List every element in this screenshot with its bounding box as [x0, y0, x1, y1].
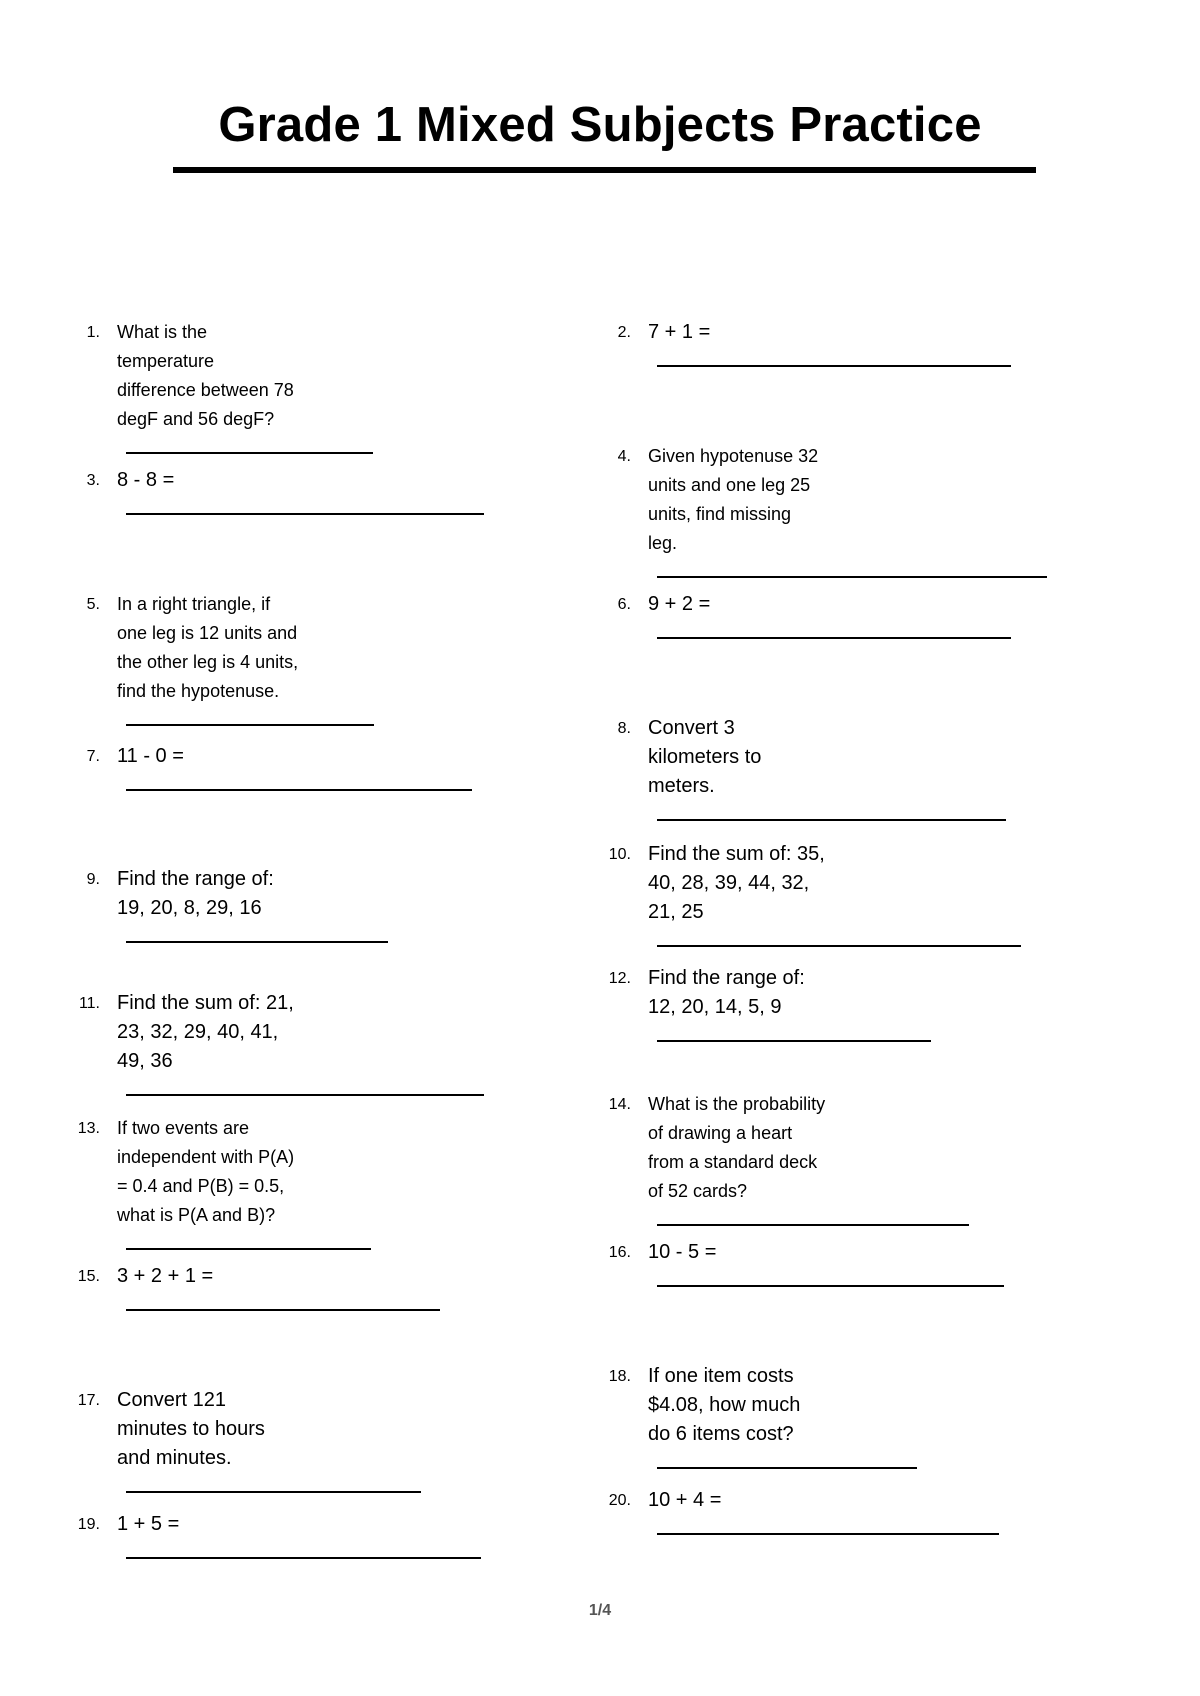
question-number: 1. — [86, 324, 100, 341]
answer-line[interactable] — [657, 1039, 931, 1042]
answer-line[interactable] — [126, 1308, 440, 1311]
answer-line[interactable] — [126, 512, 484, 515]
answer-line[interactable] — [657, 1284, 1004, 1287]
question-text: Find the sum of: 21, 23, 32, 29, 40, 41, 49, 36 — [117, 992, 294, 1072]
question-number: 18. — [608, 1368, 631, 1385]
title-underline — [173, 167, 1036, 173]
question-number: 6. — [617, 596, 631, 613]
question-number: 5. — [86, 596, 100, 613]
answer-line[interactable] — [126, 723, 374, 726]
answer-line[interactable] — [126, 940, 388, 943]
page-number: 1/4 — [588, 1602, 612, 1619]
answer-line[interactable] — [657, 818, 1006, 821]
question-text: Find the range of: 12, 20, 14, 5, 9 — [648, 967, 805, 1018]
question-number: 8. — [617, 720, 631, 737]
question-text: Convert 121 minutes to hours and minutes. — [117, 1389, 265, 1469]
question-number: 19. — [77, 1516, 100, 1533]
question-number: 12. — [608, 970, 631, 987]
question-text: 8 - 8 = — [117, 469, 175, 491]
question-text: 1 + 5 = — [117, 1513, 180, 1535]
question-text: Convert 3 kilometers to meters. — [648, 717, 762, 797]
question-number: 9. — [86, 871, 100, 888]
question-text: 9 + 2 = — [648, 593, 711, 615]
answer-line[interactable] — [126, 1093, 484, 1096]
question-text: 10 - 5 = — [648, 1241, 717, 1263]
question-text: If one item costs $4.08, how much do 6 items cost? — [648, 1365, 801, 1445]
answer-line[interactable] — [126, 1247, 371, 1250]
question-number: 10. — [608, 846, 631, 863]
answer-line[interactable] — [126, 788, 472, 791]
question-text: 10 + 4 = — [648, 1489, 722, 1511]
question-number: 3. — [86, 472, 100, 489]
question-number: 20. — [608, 1492, 631, 1509]
question-number: 17. — [77, 1392, 100, 1409]
answer-line[interactable] — [657, 1466, 917, 1469]
question-text: What is the temperature difference between 78 degF and 56 degF? — [117, 322, 294, 429]
answer-line[interactable] — [126, 451, 373, 454]
question-text: Find the sum of: 35, 40, 28, 39, 44, 32, 21, 25 — [648, 843, 825, 923]
question-number: 7. — [86, 748, 100, 765]
answer-line[interactable] — [657, 1532, 999, 1535]
question-text: 11 - 0 = — [117, 745, 184, 767]
question-number: 11. — [78, 995, 100, 1012]
question-number: 2. — [617, 324, 631, 341]
question-number: 15. — [77, 1268, 100, 1285]
answer-line[interactable] — [126, 1490, 421, 1493]
question-text: Given hypotenuse 32 units and one leg 25 units, find missing leg. — [648, 446, 819, 553]
question-text: Find the range of: 19, 20, 8, 29, 16 — [117, 868, 274, 919]
question-number: 4. — [617, 448, 631, 465]
page-title: Grade 1 Mixed Subjects Practice — [218, 98, 982, 152]
question-number: 13. — [77, 1120, 100, 1137]
answer-line[interactable] — [657, 636, 1011, 639]
answer-line[interactable] — [126, 1556, 481, 1559]
answer-line[interactable] — [657, 1223, 969, 1226]
question-text: 7 + 1 = — [648, 321, 711, 343]
question-text: What is the probability of drawing a heart from a standard deck of 52 cards? — [648, 1094, 826, 1201]
question-text: 3 + 2 + 1 = — [117, 1265, 214, 1287]
answer-line[interactable] — [657, 944, 1021, 947]
question-text: If two events are independent with P(A) = 0.4 and P(B) = 0.5, what is P(A and B)? — [117, 1118, 295, 1225]
answer-line[interactable] — [657, 364, 1011, 367]
question-text: In a right triangle, if one leg is 12 units and the other leg is 4 units, find the hypotenuse. — [117, 594, 299, 701]
question-number: 16. — [608, 1244, 631, 1261]
answer-line[interactable] — [657, 575, 1047, 578]
question-number: 14. — [608, 1096, 631, 1113]
